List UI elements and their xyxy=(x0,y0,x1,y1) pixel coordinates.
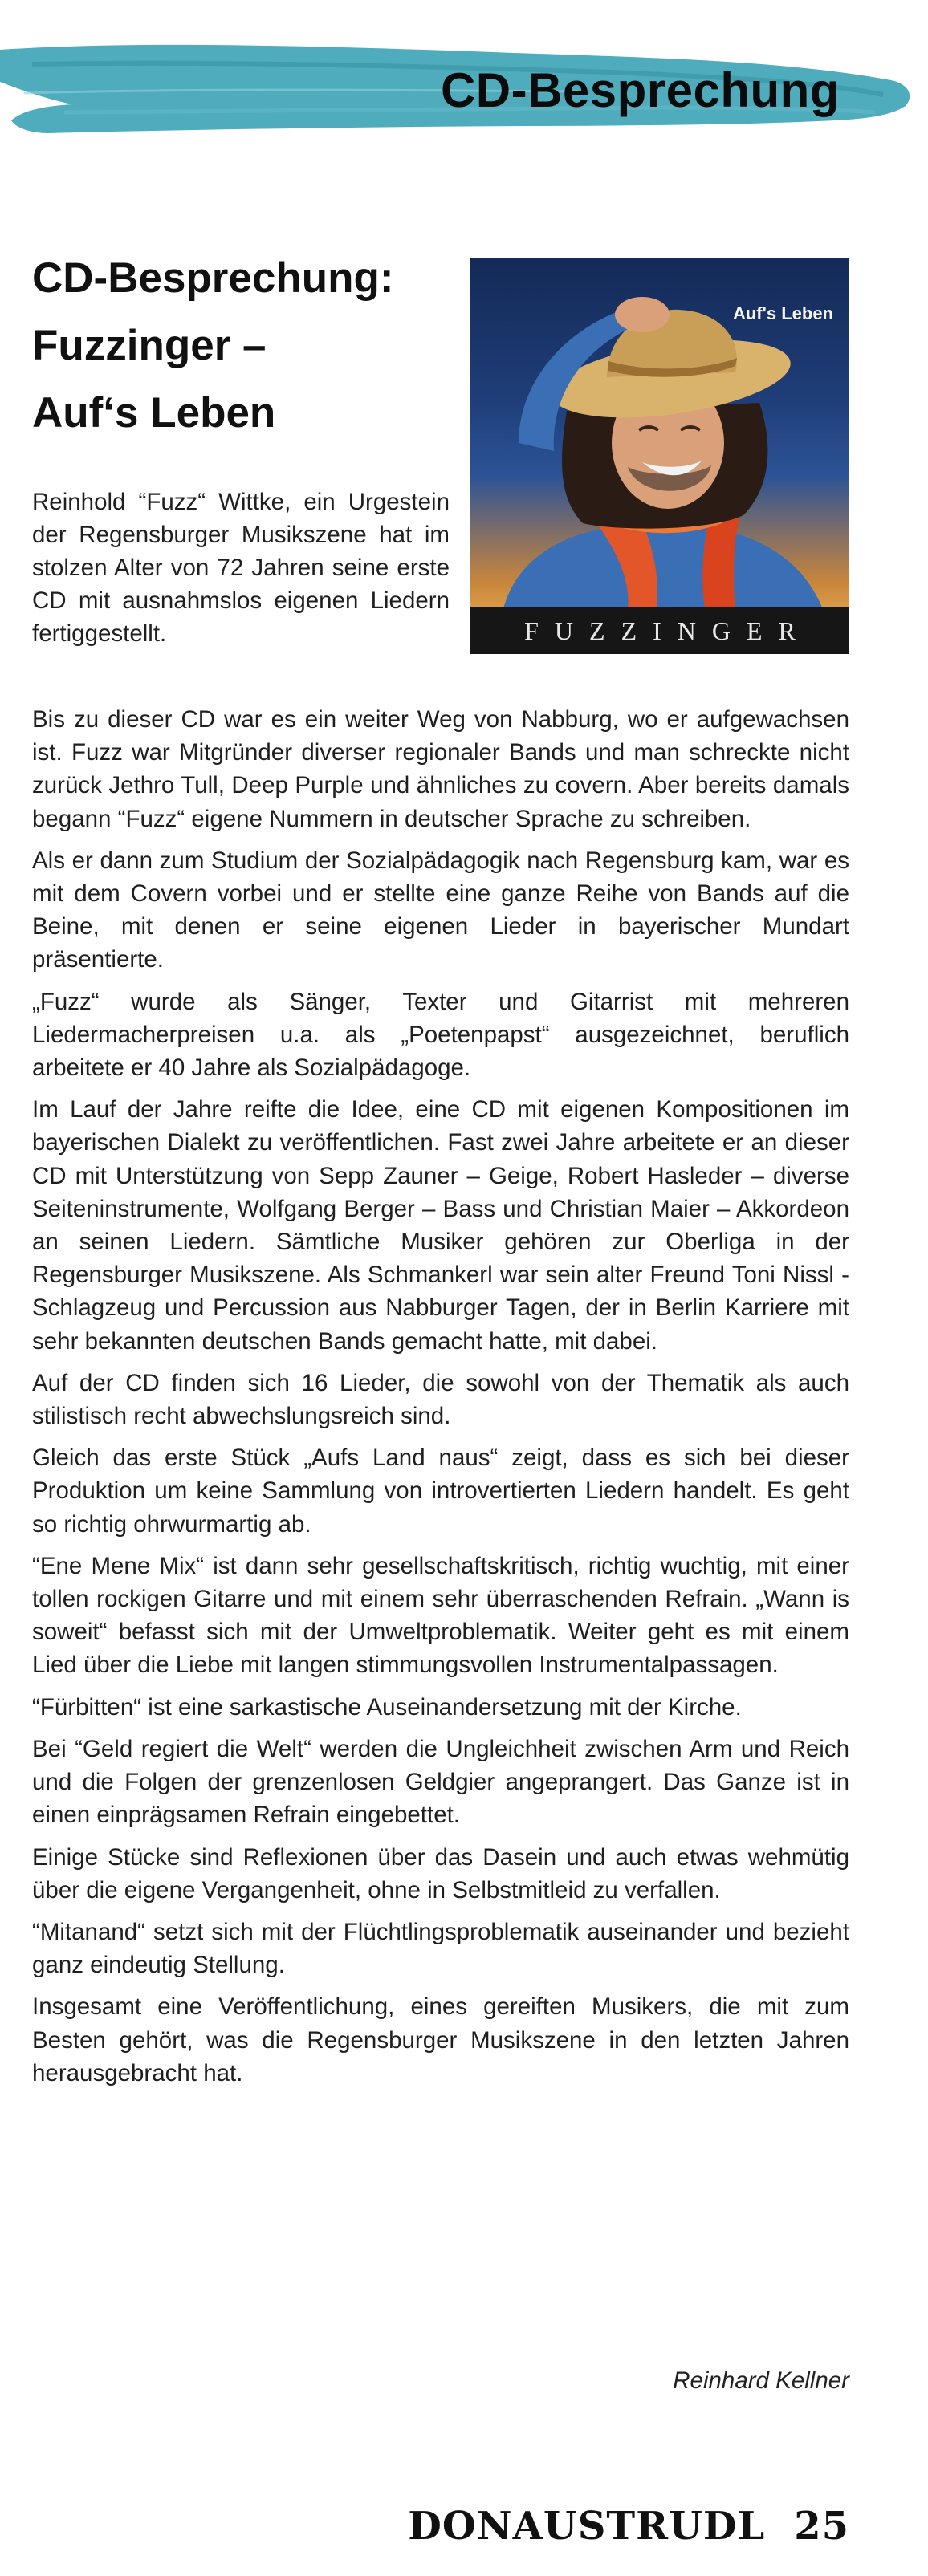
body-paragraph: Im Lauf der Jahre reifte die Idee, eine CD mit eigenen Kompositionen im bayerischen Dialekt zu veröffentlichen. Fast zwei Jahre arbeitete er an dieser CD mit Unterstützung von Sepp Zauner – Geige, Robert Hasleder – diverse Seiteninstrumente, Wolfgang Berger – Bass und Christian Maier – Akkordeon an seinen Liedern. Sämtliche Musiker gehören zur Oberliga in der Regensburger Musikszene. Als Schmankerl war sein alter Freund Toni Nissl - Schlagzeug und Percussion aus Nabburger Tagen, der in Berlin Karriere mit sehr bekannten deutschen Bands gemacht hatte, mit dabei. xyxy=(32,1096,849,1355)
body-paragraph: Auf der CD finden sich 16 Lieder, die sowohl von der Thematik als auch stilistisch recht abwechslungsreich sind. xyxy=(32,1369,849,1430)
article-author: Reinhard Kellner xyxy=(673,2367,849,2394)
title-line-3: Auf‘s Leben xyxy=(32,389,276,437)
body-paragraph: “Fürbitten“ ist eine sarkastische Auseinandersetzung mit der Kirche. xyxy=(32,1693,742,1721)
title-line-1: CD-Besprechung: xyxy=(32,254,394,302)
cover-album-title: Auf's Leben xyxy=(732,303,833,323)
title-line-2: Fuzzinger – xyxy=(32,322,267,369)
body-paragraph: “Mitanand“ setzt sich mit der Flüchtlingsproblematik auseinander und bezieht ganz eindeutig Stellung. xyxy=(32,1918,849,1979)
body-paragraph: Insgesamt eine Veröffentlichung, eines gereiften Musikers, die mit zum Besten gehört, was die Regensburger Musikszene in den letzten Jahren herausgebracht hat. xyxy=(32,1993,849,2086)
section-label: CD-Besprechung xyxy=(440,63,840,117)
article-body xyxy=(32,703,849,2099)
body-paragraph: Als er dann zum Studium der Sozialpädagogik nach Regensburg kam, war es mit dem Covern vorbei und er stellte eine ganze Reihe von Bands auf die Beine, mit denen er seine eigenen Lieder in bayerischer Mundart präsentierte. xyxy=(32,847,849,973)
cover-band-name: FUZZINGER xyxy=(470,607,849,654)
body-paragraph: Bei “Geld regiert die Welt“ werden die Ungleichheit zwischen Arm und Reich und die Folgen der grenzenlosen Geldgier angeprangert. Das Ganze ist in einen einprägsamen Refrain eingebettet. xyxy=(32,1735,849,1829)
body-paragraph: Bis zu dieser CD war es ein weiter Weg von Nabburg, wo er aufgewachsen ist. Fuzz war Mitgründer diverser regionaler Bands und man schreckte nicht zurück Jethro Tull, Deep Purple und ähnliches zu covern. Aber bereits damals begann “Fuzz“ eigene Nummern in deutscher Sprache zu schreiben. xyxy=(32,706,849,832)
cd-cover-image xyxy=(470,258,849,654)
section-header xyxy=(0,32,928,177)
body-paragraph: Gleich das erste Stück „Aufs Land naus“ zeigt, dass es sich bei dieser Produktion um keine Sammlung von introvertierten Liedern handelt. Es geht so richtig ohrwurmartig ab. xyxy=(32,1444,849,1538)
magazine-name: DONAUSTRUDL xyxy=(408,2504,766,2549)
page-footer xyxy=(408,2504,849,2549)
body-paragraph: „Fuzz“ wurde als Sänger, Texter und Gitarrist mit mehreren Liedermacherpreisen u.a. als „Poetenpapst“ ausgezeichnet, beruflich arbeitete er 40 Jahre als Sozialpädagoge. xyxy=(32,988,849,1082)
page-number: 25 xyxy=(794,2504,849,2549)
intro-paragraph: Reinhold “Fuzz“ Wittke, ein Urgestein der Regensburger Musikszene hat im stolzen Alter von 72 Jahren seine erste CD mit ausnahmslos eigenen Liedern fertiggestellt. xyxy=(32,489,450,647)
body-paragraph: “Ene Mene Mix“ ist dann sehr gesellschaftskritisch, richtig wuchtig, mit einer tollen rockigen Gitarre und mit einem sehr überraschenden Refrain. „Wann is soweit“ befasst sich mit der Umweltproblematik. Weiter geht es mit einem Lied über die Liebe mit langen stimmungsvollen Instrumentalpassagen. xyxy=(32,1552,849,1679)
body-paragraph: Einige Stücke sind Reflexionen über das Dasein und auch etwas wehmütig über die eigene Vergangenheit, ohne in Selbstmitleid zu verfallen. xyxy=(32,1843,849,1904)
article-title xyxy=(32,245,466,447)
